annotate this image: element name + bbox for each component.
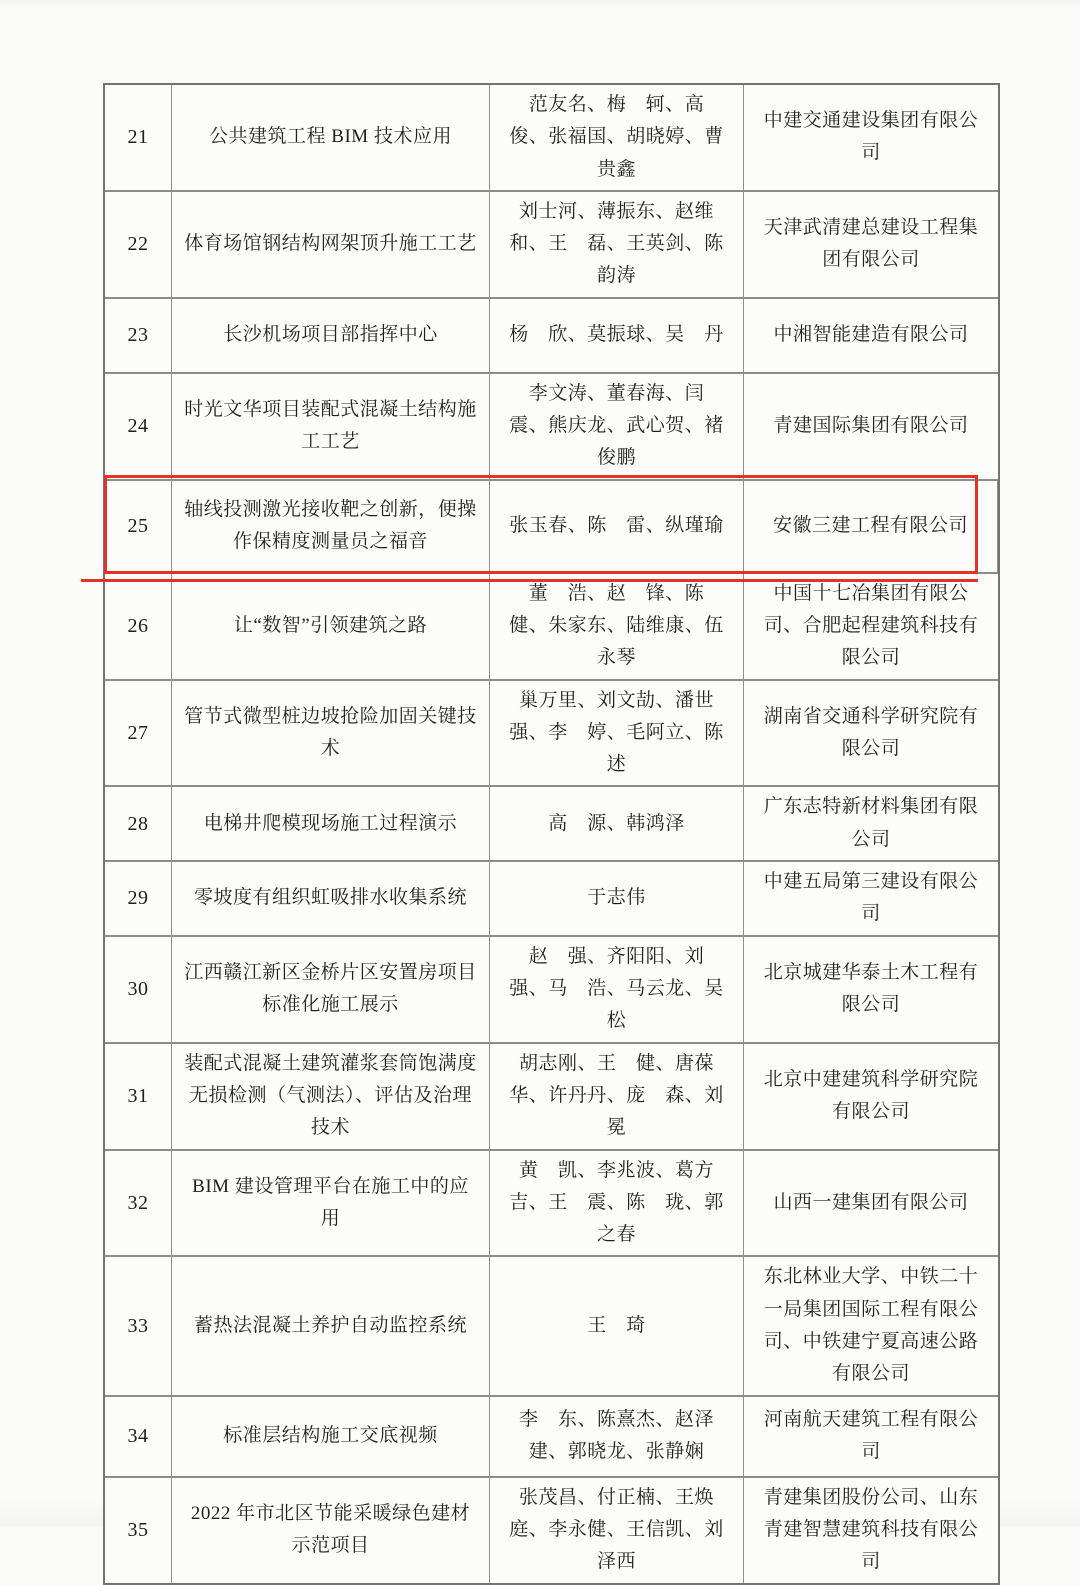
row-number: 27 bbox=[105, 681, 172, 786]
table-row bbox=[105, 937, 998, 1044]
company: 中建交通建设集团有限公司 bbox=[763, 110, 979, 164]
project-title: 蓄热法混凝土养护自动监控系统 bbox=[172, 1257, 490, 1394]
project-title: 2022 年市北区节能采暖绿色建材示范项目 bbox=[172, 1478, 490, 1583]
participants: 张茂昌、付正楠、王焕庭、李永健、王信凯、刘泽西 bbox=[490, 1478, 744, 1583]
project-title: 江西赣江新区金桥片区安置房项目标准化施工展示 bbox=[172, 937, 490, 1042]
participants: 李 东、陈熹杰、赵泽建、郭晓龙、张静娴 bbox=[490, 1397, 744, 1476]
row-number: 21 bbox=[105, 85, 172, 190]
row-number: 35 bbox=[105, 1478, 172, 1583]
table-row bbox=[105, 1151, 998, 1258]
project-title: 轴线投测激光接收靶之创新，便操作保精度测量员之福音 bbox=[172, 481, 490, 572]
table-row bbox=[105, 1044, 998, 1151]
table-row bbox=[105, 787, 998, 862]
row-number: 22 bbox=[105, 192, 172, 297]
company: 湖南省交通科学研究院有限公司 bbox=[763, 705, 979, 759]
row-number: 33 bbox=[105, 1257, 172, 1394]
table-row bbox=[105, 681, 998, 788]
row-number: 28 bbox=[105, 787, 172, 860]
participants: 杨 欣、莫振球、吴 丹 bbox=[490, 299, 744, 372]
project-title: 公共建筑工程 BIM 技术应用 bbox=[172, 85, 490, 190]
participants: 范友名、梅 轲、高 俊、张福国、胡晓婷、曹贵鑫 bbox=[490, 85, 744, 190]
participants: 赵 强、齐阳阳、刘 强、马 浩、马云龙、吴 松 bbox=[490, 937, 744, 1042]
company: 青建国际集团有限公司 bbox=[773, 415, 969, 437]
participants: 李文涛、董春海、闫 震、熊庆龙、武心贺、褚俊鹏 bbox=[490, 374, 744, 479]
company: 青建集团股份公司、山东青建智慧建筑科技有限公司 bbox=[763, 1486, 979, 1573]
row-number: 30 bbox=[105, 937, 172, 1042]
project-title: 电梯井爬模现场施工过程演示 bbox=[172, 787, 490, 860]
row-number: 34 bbox=[105, 1397, 172, 1476]
company: 中建五局第三建设有限公司 bbox=[763, 871, 979, 925]
project-title: 管节式微型桩边坡抢险加固关键技术 bbox=[172, 681, 490, 786]
project-title: 装配式混凝土建筑灌浆套筒饱满度无损检测（气测法）、评估及治理技术 bbox=[172, 1044, 490, 1149]
project-title: 时光文华项目装配式混凝土结构施工工艺 bbox=[172, 374, 490, 479]
company: 中国十七冶集团有限公司、合肥起程建筑科技有限公司 bbox=[763, 582, 979, 669]
participants: 王 琦 bbox=[490, 1257, 744, 1394]
participants: 黄 凯、李兆波、葛方吉、王 震、陈 珑、郭之春 bbox=[490, 1151, 744, 1256]
participants: 胡志刚、王 健、唐葆华、许丹丹、庞 森、刘 冕 bbox=[490, 1044, 744, 1149]
project-title: 体育场馆钢结构网架顶升施工工艺 bbox=[172, 192, 490, 297]
row-number: 23 bbox=[105, 299, 172, 372]
table-row bbox=[105, 374, 998, 481]
project-title: 长沙机场项目部指挥中心 bbox=[172, 299, 490, 372]
row-number: 25 bbox=[105, 481, 172, 572]
table-row bbox=[105, 192, 998, 299]
project-title: BIM 建设管理平台在施工中的应用 bbox=[172, 1151, 490, 1256]
participants: 高 源、韩鸿泽 bbox=[490, 787, 744, 860]
table-row bbox=[105, 85, 998, 192]
table-row bbox=[105, 1397, 998, 1478]
table-row bbox=[105, 862, 998, 937]
company: 东北林业大学、中铁二十一局集团国际工程有限公司、中铁建宁夏高速公路有限公司 bbox=[763, 1266, 979, 1385]
company: 中湘智能建造有限公司 bbox=[773, 324, 969, 346]
company: 北京中建建筑科学研究院有限公司 bbox=[763, 1068, 979, 1123]
company: 山西一建集团有限公司 bbox=[773, 1191, 969, 1213]
table-row bbox=[105, 574, 998, 681]
participants: 董 浩、赵 锋、陈 健、朱家东、陆维康、伍永琴 bbox=[490, 574, 744, 679]
table-row bbox=[105, 1257, 998, 1396]
company: 安徽三建工程有限公司 bbox=[744, 481, 998, 572]
company: 河南航天建筑工程有限公司 bbox=[763, 1408, 979, 1463]
project-title: 零坡度有组织虹吸排水收集系统 bbox=[172, 862, 490, 935]
participants: 刘士河、薄振东、赵维和、王 磊、王英剑、陈韵涛 bbox=[490, 192, 744, 297]
company: 广东志特新材料集团有限公司 bbox=[763, 796, 979, 850]
row-number: 29 bbox=[105, 862, 172, 935]
table-row-highlighted bbox=[105, 481, 998, 574]
company: 天津武清建总建设工程集团有限公司 bbox=[763, 217, 979, 271]
company: 北京城建华泰土木工程有限公司 bbox=[763, 961, 979, 1016]
participants: 于志伟 bbox=[490, 862, 744, 935]
project-title: 标准层结构施工交底视频 bbox=[172, 1397, 490, 1476]
awards-table bbox=[103, 83, 1000, 1585]
row-number: 32 bbox=[105, 1151, 172, 1256]
table-row bbox=[105, 1478, 998, 1583]
project-title: 让“数智”引领建筑之路 bbox=[172, 574, 490, 679]
table-row bbox=[105, 299, 998, 374]
row-number: 31 bbox=[105, 1044, 172, 1149]
row-number: 24 bbox=[105, 374, 172, 479]
row-number: 26 bbox=[105, 574, 172, 679]
participants: 张玉春、陈 雷、纵瑾瑜 bbox=[490, 481, 744, 572]
participants: 巢万里、刘文劼、潘世强、李 婷、毛阿立、陈 述 bbox=[490, 681, 744, 786]
